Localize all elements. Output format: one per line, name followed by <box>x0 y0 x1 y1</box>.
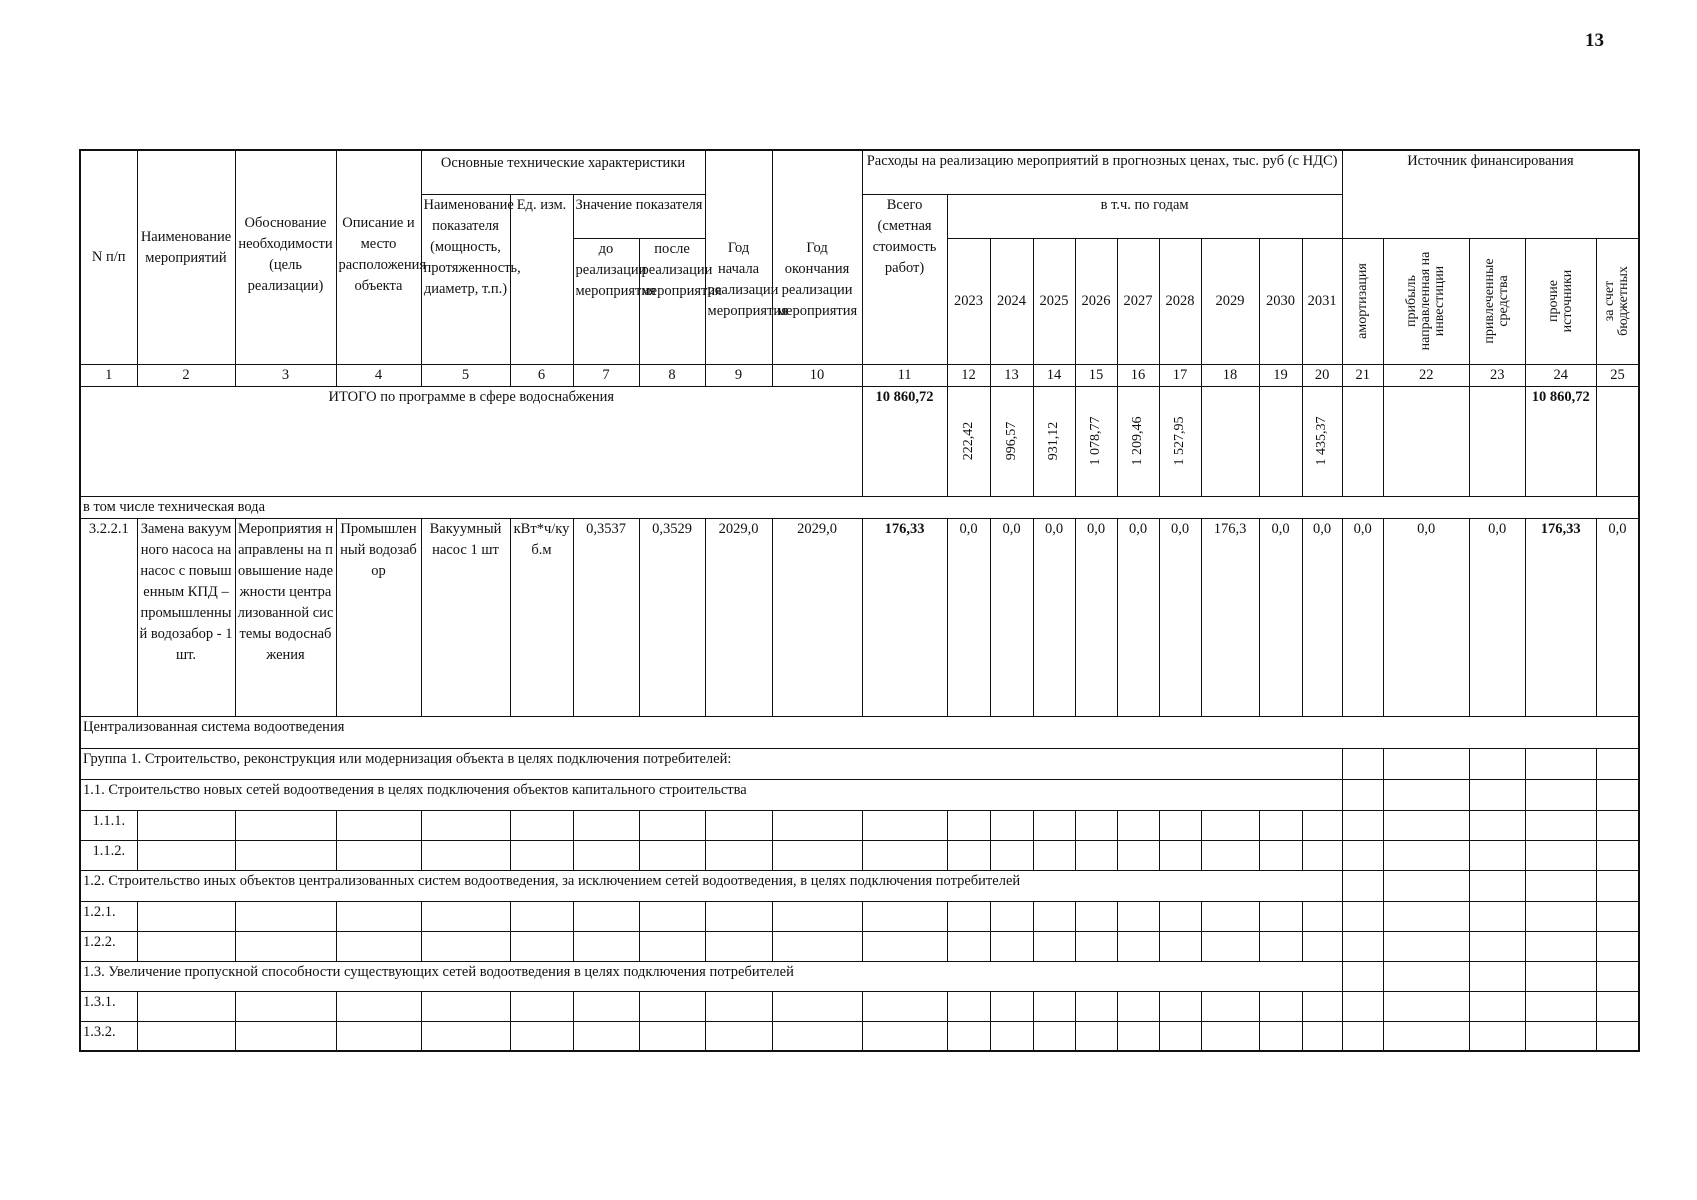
empty-cell <box>1596 870 1639 901</box>
empty-cell <box>1342 931 1383 961</box>
empty-cell <box>336 931 421 961</box>
empty-cell <box>1259 901 1302 931</box>
empty-cell <box>990 1021 1033 1051</box>
empty-cell <box>862 1021 947 1051</box>
empty-cell <box>1525 961 1596 991</box>
empty-cell <box>1469 931 1525 961</box>
header-indicator-name: Наименование показателя (мощность, протяженность, диаметр, т.п.) <box>421 194 510 364</box>
investment-program-table <box>79 149 1640 1052</box>
empty-cell <box>510 1021 573 1051</box>
row-number: 1.2.2. <box>80 931 137 961</box>
header-end-year: Год окончания реализации мероприятия <box>772 238 862 364</box>
empty-cell <box>1383 961 1469 991</box>
empty-cell <box>1159 1021 1201 1051</box>
empty-cell <box>137 931 235 961</box>
empty-cell <box>862 991 947 1021</box>
empty-cell <box>862 840 947 870</box>
empty-cell <box>1033 901 1075 931</box>
col-number: 24 <box>1525 364 1596 386</box>
empty-cell <box>705 810 772 840</box>
empty-cell <box>421 810 510 840</box>
header-start-year: Год начала реализации мероприятия <box>705 238 772 364</box>
total-source-attracted <box>1469 386 1525 496</box>
empty-cell <box>639 810 705 840</box>
header-year-2023: 2023 <box>947 238 990 364</box>
empty-cell <box>1117 901 1159 931</box>
header-year-2029: 2029 <box>1201 238 1259 364</box>
empty-cell <box>1201 991 1259 1021</box>
col-number: 20 <box>1302 364 1342 386</box>
empty-cell <box>705 931 772 961</box>
total-source-budget <box>1596 386 1639 496</box>
col-number: 17 <box>1159 364 1201 386</box>
empty-cell <box>336 991 421 1021</box>
table-row <box>80 901 1639 931</box>
empty-cell <box>573 901 639 931</box>
empty-cell <box>1033 991 1075 1021</box>
empty-cell <box>1525 901 1596 931</box>
header-year-2026: 2026 <box>1075 238 1117 364</box>
empty-cell <box>137 840 235 870</box>
empty-cell <box>1159 810 1201 840</box>
total-sum: 10 860,72 <box>862 386 947 496</box>
empty-cell <box>1383 1021 1469 1051</box>
empty-cell <box>862 901 947 931</box>
row-year-2029: 176,3 <box>1201 518 1259 716</box>
empty-cell <box>421 1021 510 1051</box>
empty-cell <box>1342 748 1383 779</box>
total-year-2029 <box>1201 386 1259 496</box>
column-numbers-row <box>80 364 1639 386</box>
empty-cell <box>510 991 573 1021</box>
empty-cell <box>1383 991 1469 1021</box>
empty-cell <box>1201 901 1259 931</box>
col-number: 10 <box>772 364 862 386</box>
group1-title: Группа 1. Строительство, реконструкция или модернизация объекта в целях подключения потребителей: <box>80 748 1342 779</box>
empty-cell <box>1033 1021 1075 1051</box>
header-total: Всего (сметная стоимость работ) <box>862 194 947 364</box>
empty-cell <box>235 991 336 1021</box>
empty-cell <box>421 840 510 870</box>
empty-cell <box>1596 840 1639 870</box>
col-number: 7 <box>573 364 639 386</box>
empty-cell <box>639 840 705 870</box>
header-year-2027: 2027 <box>1117 238 1159 364</box>
total-row <box>80 386 1639 496</box>
empty-cell <box>1259 810 1302 840</box>
col-number: 2 <box>137 364 235 386</box>
col-number: 19 <box>1259 364 1302 386</box>
header-value-group: Значение показателя <box>573 194 705 238</box>
empty-cell <box>1525 870 1596 901</box>
empty-cell <box>1469 901 1525 931</box>
col-number: 8 <box>639 364 705 386</box>
empty-cell <box>1117 991 1159 1021</box>
empty-cell <box>1302 1021 1342 1051</box>
header-after: после реализации мероприятия <box>639 238 705 364</box>
empty-cell <box>1159 991 1201 1021</box>
row-year-2031: 0,0 <box>1302 518 1342 716</box>
row-before: 0,3537 <box>573 518 639 716</box>
empty-cell <box>1342 901 1383 931</box>
empty-cell <box>1383 840 1469 870</box>
row-justification: Мероприятия направлены на повышение надежности централизованной системы водоснабжения <box>235 518 336 716</box>
empty-cell <box>336 901 421 931</box>
empty-cell <box>1596 901 1639 931</box>
col-number: 12 <box>947 364 990 386</box>
empty-cell <box>1596 991 1639 1021</box>
empty-cell <box>1342 961 1383 991</box>
empty-cell <box>1033 840 1075 870</box>
empty-cell <box>1075 1021 1117 1051</box>
empty-cell <box>1596 1021 1639 1051</box>
empty-cell <box>1525 810 1596 840</box>
col-number: 6 <box>510 364 573 386</box>
empty-cell <box>1033 810 1075 840</box>
empty-cell <box>772 991 862 1021</box>
row-start-year: 2029,0 <box>705 518 772 716</box>
empty-cell <box>990 931 1033 961</box>
total-year-2026: 1 078,77 <box>1075 386 1117 496</box>
empty-cell <box>1075 991 1117 1021</box>
empty-cell <box>1469 748 1525 779</box>
row-year-2030: 0,0 <box>1259 518 1302 716</box>
empty-cell <box>947 991 990 1021</box>
empty-cell <box>1259 840 1302 870</box>
empty-cell <box>990 901 1033 931</box>
row-number: 1.3.1. <box>80 991 137 1021</box>
row-year-2024: 0,0 <box>990 518 1033 716</box>
header-name: Наименование мероприятий <box>137 150 235 364</box>
empty-cell <box>1383 931 1469 961</box>
col-number: 14 <box>1033 364 1075 386</box>
empty-cell <box>1201 810 1259 840</box>
empty-cell <box>1469 840 1525 870</box>
empty-cell <box>421 931 510 961</box>
empty-cell <box>1383 779 1469 810</box>
table-row <box>80 840 1639 870</box>
empty-cell <box>639 1021 705 1051</box>
empty-cell <box>1469 870 1525 901</box>
col-number: 15 <box>1075 364 1117 386</box>
empty-cell <box>1259 1021 1302 1051</box>
empty-cell <box>1469 779 1525 810</box>
total-year-2027: 1 209,46 <box>1117 386 1159 496</box>
empty-cell <box>1596 779 1639 810</box>
header-year-2031: 2031 <box>1302 238 1342 364</box>
empty-cell <box>1525 991 1596 1021</box>
empty-cell <box>573 991 639 1021</box>
row-after: 0,3529 <box>639 518 705 716</box>
row-unit: кВт*ч/куб.м <box>510 518 573 716</box>
header-source-attracted: привлеченные средства <box>1469 238 1525 364</box>
table-row <box>80 1021 1639 1051</box>
empty-cell <box>1201 931 1259 961</box>
empty-cell <box>1342 991 1383 1021</box>
row-indicator: Вакуумный насос 1 шт <box>421 518 510 716</box>
empty-cell <box>639 931 705 961</box>
header-year-2025: 2025 <box>1033 238 1075 364</box>
empty-cell <box>1383 810 1469 840</box>
empty-cell <box>1342 1021 1383 1051</box>
row-year-2027: 0,0 <box>1117 518 1159 716</box>
subsection-1-3: 1.3. Увеличение пропускной способности существующих сетей водоотведения в целях подключения потребителей <box>80 961 1342 991</box>
empty-cell <box>421 901 510 931</box>
subsection-1-1: 1.1. Строительство новых сетей водоотведения в целях подключения объектов капитального строительства <box>80 779 1342 810</box>
empty-cell <box>137 901 235 931</box>
sub-1-2-row <box>80 870 1639 901</box>
total-source-amortization <box>1342 386 1383 496</box>
empty-cell <box>1117 810 1159 840</box>
empty-cell <box>1525 748 1596 779</box>
header-source-profit: прибыль направленная на инвестиции <box>1383 238 1469 364</box>
empty-cell <box>772 1021 862 1051</box>
empty-cell <box>1342 870 1383 901</box>
header-source-amortization: амортизация <box>1342 238 1383 364</box>
table-row <box>80 518 1639 716</box>
empty-cell <box>990 840 1033 870</box>
col-number: 23 <box>1469 364 1525 386</box>
empty-cell <box>772 931 862 961</box>
empty-cell <box>862 931 947 961</box>
col-number: 18 <box>1201 364 1259 386</box>
row-number: 3.2.2.1 <box>80 518 137 716</box>
empty-cell <box>705 840 772 870</box>
section-tech-water: в том числе техническая вода <box>80 496 1639 518</box>
empty-cell <box>1302 840 1342 870</box>
row-year-2023: 0,0 <box>947 518 990 716</box>
empty-cell <box>235 810 336 840</box>
total-year-2028: 1 527,95 <box>1159 386 1201 496</box>
col-number: 25 <box>1596 364 1639 386</box>
total-source-other: 10 860,72 <box>1525 386 1596 496</box>
empty-cell <box>1469 810 1525 840</box>
empty-cell <box>510 810 573 840</box>
row-total: 176,33 <box>862 518 947 716</box>
col-number: 13 <box>990 364 1033 386</box>
col-number: 21 <box>1342 364 1383 386</box>
empty-cell <box>1469 961 1525 991</box>
page-number: 13 <box>1585 30 1604 51</box>
total-year-2023: 222,42 <box>947 386 990 496</box>
empty-cell <box>1342 810 1383 840</box>
row-source-other: 176,33 <box>1525 518 1596 716</box>
header-tech-group: Основные технические характеристики <box>421 150 705 194</box>
total-year-2025: 931,12 <box>1033 386 1075 496</box>
row-year-2025: 0,0 <box>1033 518 1075 716</box>
empty-cell <box>705 1021 772 1051</box>
empty-cell <box>235 931 336 961</box>
empty-cell <box>573 931 639 961</box>
col-number: 16 <box>1117 364 1159 386</box>
row-source-profit: 0,0 <box>1383 518 1469 716</box>
empty-cell <box>990 991 1033 1021</box>
empty-cell <box>1117 840 1159 870</box>
empty-cell <box>1159 901 1201 931</box>
table-row <box>80 931 1639 961</box>
empty-cell <box>1159 840 1201 870</box>
row-number: 1.1.2. <box>80 840 137 870</box>
empty-cell <box>1342 840 1383 870</box>
empty-cell <box>1302 991 1342 1021</box>
total-year-2031: 1 435,37 <box>1302 386 1342 496</box>
empty-cell <box>1117 1021 1159 1051</box>
empty-cell <box>947 840 990 870</box>
empty-cell <box>1383 901 1469 931</box>
empty-cell <box>510 901 573 931</box>
col-number: 5 <box>421 364 510 386</box>
empty-cell <box>947 810 990 840</box>
empty-cell <box>573 810 639 840</box>
empty-cell <box>573 840 639 870</box>
empty-cell <box>1525 779 1596 810</box>
empty-cell <box>1596 931 1639 961</box>
empty-cell <box>862 810 947 840</box>
header-end-top <box>772 150 862 238</box>
empty-cell <box>137 810 235 840</box>
empty-cell <box>1075 901 1117 931</box>
row-end-year: 2029,0 <box>772 518 862 716</box>
header-year-2030: 2030 <box>1259 238 1302 364</box>
empty-cell <box>1469 1021 1525 1051</box>
empty-cell <box>235 1021 336 1051</box>
empty-cell <box>705 991 772 1021</box>
empty-cell <box>1302 931 1342 961</box>
empty-cell <box>1201 1021 1259 1051</box>
row-number: 1.3.2. <box>80 1021 137 1051</box>
empty-cell <box>1383 870 1469 901</box>
empty-cell <box>1259 931 1302 961</box>
empty-cell <box>1342 779 1383 810</box>
total-year-2030 <box>1259 386 1302 496</box>
empty-cell <box>1525 840 1596 870</box>
table-row <box>80 991 1639 1021</box>
section-sewer: Централизованная система водоотведения <box>80 716 1639 748</box>
empty-cell <box>1159 931 1201 961</box>
empty-cell <box>1469 991 1525 1021</box>
empty-cell <box>1596 961 1639 991</box>
empty-cell <box>421 991 510 1021</box>
empty-cell <box>772 810 862 840</box>
table-row <box>80 810 1639 840</box>
row-source-attracted: 0,0 <box>1469 518 1525 716</box>
row-year-2026: 0,0 <box>1075 518 1117 716</box>
col-number: 11 <box>862 364 947 386</box>
header-years-group: в т.ч. по годам <box>947 194 1342 238</box>
empty-cell <box>1075 810 1117 840</box>
row-number: 1.1.1. <box>80 810 137 840</box>
col-number: 4 <box>336 364 421 386</box>
empty-cell <box>1302 901 1342 931</box>
empty-cell <box>639 991 705 1021</box>
empty-cell <box>1302 810 1342 840</box>
header-year-2024: 2024 <box>990 238 1033 364</box>
subsection-1-2: 1.2. Строительство иных объектов централизованных систем водоотведения, за исключением сетей водоотведения, в целях подключения потребителей <box>80 870 1342 901</box>
header-n: N п/п <box>80 150 137 364</box>
header-before: до реализации мероприятия <box>573 238 639 364</box>
header-source-other: прочие источники <box>1525 238 1596 364</box>
empty-cell <box>947 931 990 961</box>
empty-cell <box>1525 1021 1596 1051</box>
empty-cell <box>510 931 573 961</box>
empty-cell <box>336 1021 421 1051</box>
col-number: 3 <box>235 364 336 386</box>
header-start-top <box>705 150 772 238</box>
header-costs-group: Расходы на реализацию мероприятий в прогнозных ценах, тыс. руб (с НДС) <box>862 150 1342 194</box>
row-source-amortization: 0,0 <box>1342 518 1383 716</box>
empty-cell <box>1596 810 1639 840</box>
col-number: 22 <box>1383 364 1469 386</box>
empty-cell <box>947 901 990 931</box>
empty-cell <box>1075 931 1117 961</box>
header-description: Описание и место расположения объекта <box>336 150 421 364</box>
header-justification: Обоснование необходимости (цель реализации) <box>235 150 336 364</box>
row-description: Промышленный водозабор <box>336 518 421 716</box>
row-name: Замена вакуумного насоса на насос с повышенным КПД – промышленный водозабор - 1шт. <box>137 518 235 716</box>
empty-cell <box>947 1021 990 1051</box>
empty-cell <box>137 1021 235 1051</box>
group1-row <box>80 748 1639 779</box>
header-source-budget: за счет бюджетных <box>1596 238 1639 364</box>
empty-cell <box>1259 991 1302 1021</box>
col-number: 1 <box>80 364 137 386</box>
empty-cell <box>772 840 862 870</box>
empty-cell <box>1383 748 1469 779</box>
header-sources-spacer <box>1342 194 1639 238</box>
empty-cell <box>336 840 421 870</box>
sub-1-3-row <box>80 961 1639 991</box>
empty-cell <box>772 901 862 931</box>
total-label: ИТОГО по программе в сфере водоснабжения <box>80 386 862 496</box>
empty-cell <box>510 840 573 870</box>
empty-cell <box>137 991 235 1021</box>
empty-cell <box>1525 931 1596 961</box>
total-year-2024: 996,57 <box>990 386 1033 496</box>
sub-1-1-row <box>80 779 1639 810</box>
row-year-2028: 0,0 <box>1159 518 1201 716</box>
empty-cell <box>1075 840 1117 870</box>
total-source-profit <box>1383 386 1469 496</box>
header-sources-group: Источник финансирования <box>1342 150 1639 194</box>
empty-cell <box>235 901 336 931</box>
empty-cell <box>705 901 772 931</box>
empty-cell <box>1596 748 1639 779</box>
empty-cell <box>639 901 705 931</box>
header-year-2028: 2028 <box>1159 238 1201 364</box>
empty-cell <box>1201 840 1259 870</box>
empty-cell <box>235 840 336 870</box>
empty-cell <box>990 810 1033 840</box>
empty-cell <box>336 810 421 840</box>
empty-cell <box>573 1021 639 1051</box>
empty-cell <box>1033 931 1075 961</box>
empty-cell <box>1117 931 1159 961</box>
row-source-budget: 0,0 <box>1596 518 1639 716</box>
row-number: 1.2.1. <box>80 901 137 931</box>
header-unit: Ед. изм. <box>510 194 573 364</box>
col-number: 9 <box>705 364 772 386</box>
